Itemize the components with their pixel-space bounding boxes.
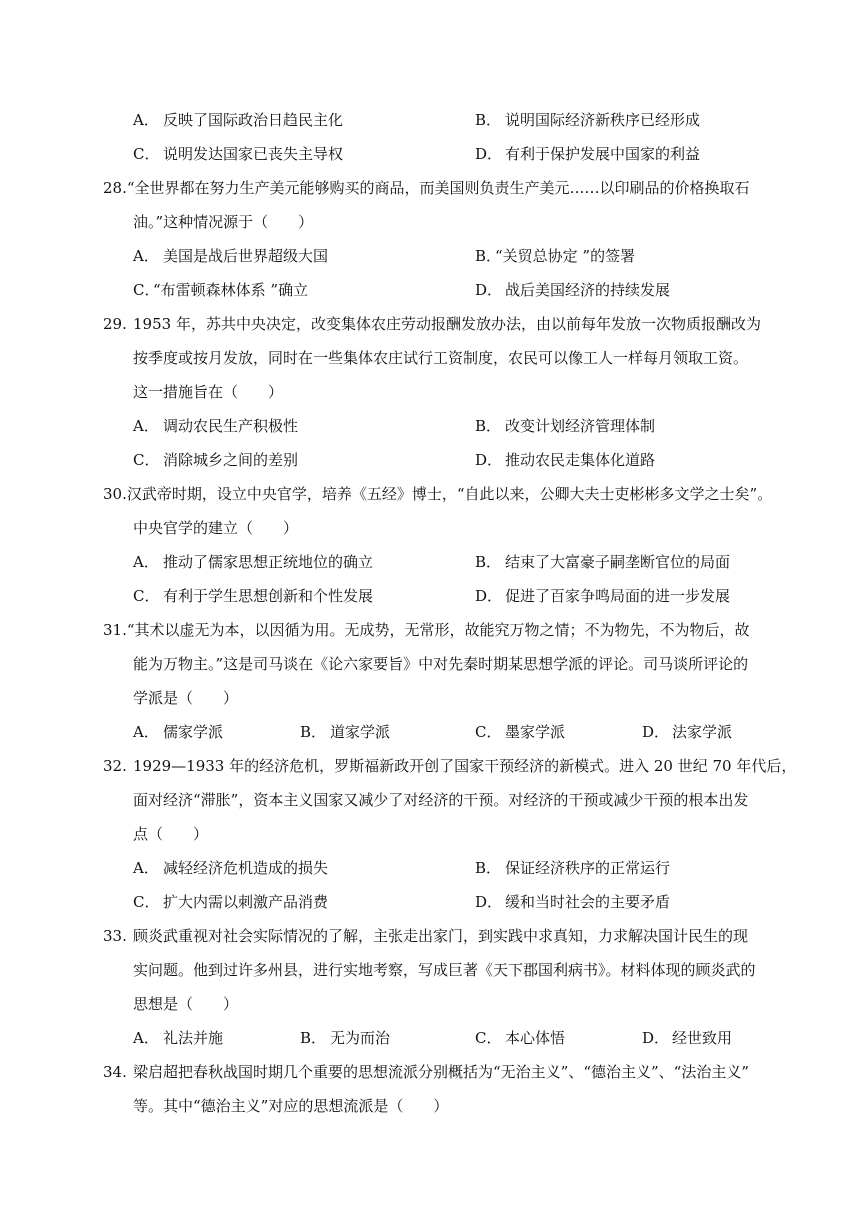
option-text: 改变计划经济管理体制 xyxy=(505,417,656,435)
question-number: 31. xyxy=(103,621,127,639)
question-text: 顾炎武重视对社会实际情况的了解，主张走出家门，到实践中求真知，力求解决国计民生的现 xyxy=(133,927,749,945)
option-text: 减轻经济危机造成的损失 xyxy=(163,859,329,877)
q30-option-b[interactable] xyxy=(475,552,730,572)
q31-option-d[interactable] xyxy=(642,722,732,742)
q33-stem-line-2: 实问题。他到过许多州县，进行实地考察，写成巨著《天下郡国利病书》。材料体现的顾炎武的 xyxy=(133,961,756,979)
q32-stem-line-2: 面对经济“滞胀”，资本主义国家又减少了对经济的干预。对经济的干预或减少干预的根本出发 xyxy=(133,791,749,809)
question-text: 汉武帝时期，设立中央官学，培养《五经》博士，“自此以来，公卿大夫士吏彬彬多文学之士矣”。 xyxy=(126,485,773,503)
option-letter: B． xyxy=(300,723,327,741)
option-text: 促进了百家争鸣局面的进一步发展 xyxy=(505,587,731,605)
q34-stem-line-2: 等。其中“德治主义”对应的思想流派是（ ） xyxy=(133,1097,449,1115)
q28-option-c[interactable] xyxy=(133,280,308,300)
option-text: “关贸总协定 ”的签署 xyxy=(495,247,636,265)
option-text: 儒家学派 xyxy=(163,723,224,741)
question-number: 29. xyxy=(103,315,127,333)
q33-stem-line-3: 思想是（ ） xyxy=(133,995,239,1013)
option-letter: D． xyxy=(475,145,503,163)
q32-stem-line-3: 点（ ） xyxy=(133,825,209,843)
q29-option-b[interactable] xyxy=(475,416,655,436)
q32-option-c[interactable] xyxy=(133,892,328,912)
option-text: 结束了大富豪子嗣垄断官位的局面 xyxy=(505,553,731,571)
option-letter: D． xyxy=(475,451,503,469)
option-text: 有利于保护发展中国家的利益 xyxy=(505,145,701,163)
q29-stem-line-1 xyxy=(103,314,761,334)
q30-stem-line-2: 中央官学的建立（ ） xyxy=(133,519,299,537)
option-letter: B． xyxy=(475,417,502,435)
q31-stem-line-1 xyxy=(103,620,750,640)
option-text: 说明发达国家已丧失主导权 xyxy=(163,145,344,163)
option-text: 美国是战后世界超级大国 xyxy=(163,247,329,265)
q28-stem-line-2: 油。”这种情况源于（ ） xyxy=(133,213,314,231)
q31-option-a[interactable] xyxy=(133,722,223,742)
option-text: 说明国际经济新秩序已经形成 xyxy=(505,111,701,129)
q27-option-a[interactable] xyxy=(133,110,343,130)
option-letter: D． xyxy=(475,587,503,605)
option-letter: D． xyxy=(475,893,503,911)
option-letter: D． xyxy=(475,281,503,299)
option-text: 有利于学生思想创新和个性发展 xyxy=(163,587,374,605)
option-letter: B． xyxy=(475,247,502,265)
q29-stem-line-3: 这一措施旨在（ ） xyxy=(133,383,284,401)
option-text: 缓和当时社会的主要矛盾 xyxy=(505,893,671,911)
q28-option-b[interactable] xyxy=(475,246,635,266)
option-text: 礼法并施 xyxy=(163,1029,224,1047)
q33-option-a[interactable] xyxy=(133,1028,223,1048)
q34-stem-line-1 xyxy=(103,1062,749,1082)
question-text: “全世界都在努力生产美元能够购买的商品，而美国则负责生产美元……以印刷品的价格换取石 xyxy=(126,179,750,197)
question-text: 梁启超把春秋战国时期几个重要的思想流派分别概括为“无治主义”、“德治主义”、“法治主义” xyxy=(133,1063,750,1081)
q32-option-a[interactable] xyxy=(133,858,328,878)
option-text: 推动农民走集体化道路 xyxy=(505,451,656,469)
option-text: 推动了儒家思想正统地位的确立 xyxy=(163,553,374,571)
q33-option-d[interactable] xyxy=(642,1028,732,1048)
q29-option-d[interactable] xyxy=(475,450,655,470)
option-text: 战后美国经济的持续发展 xyxy=(505,281,671,299)
q33-stem-line-1 xyxy=(103,926,748,946)
option-text: 墨家学派 xyxy=(505,723,566,741)
option-letter: A． xyxy=(133,859,159,877)
option-letter: C． xyxy=(133,281,160,299)
q28-stem-line-1 xyxy=(103,178,750,198)
q27-option-b[interactable] xyxy=(475,110,700,130)
option-letter: D． xyxy=(642,1029,670,1047)
question-number: 34. xyxy=(103,1063,127,1081)
q31-option-c[interactable] xyxy=(475,722,565,742)
option-text: 无为而治 xyxy=(330,1029,391,1047)
q31-stem-line-2: 能为万物主。”这是司马谈在《论六家要旨》中对先秦时期某思想学派的评论。司马谈所评论的 xyxy=(133,655,749,673)
q27-option-c[interactable] xyxy=(133,144,343,164)
q29-option-c[interactable] xyxy=(133,450,298,470)
q31-stem-line-3: 学派是（ ） xyxy=(133,689,239,707)
q32-stem-line-1 xyxy=(103,756,796,776)
q29-stem-line-2: 按季度或按月发放，同时在一些集体农庄试行工资制度，农民可以像工人一样每月领取工资。 xyxy=(133,349,749,367)
option-letter: B． xyxy=(475,553,502,571)
question-text: 1929—1933 年的经济危机，罗斯福新政开创了国家干预经济的新模式。进入 20 世纪 70 年代后， xyxy=(133,757,797,775)
option-text: 本心体悟 xyxy=(505,1029,566,1047)
option-text: 扩大内需以刺激产品消费 xyxy=(163,893,329,911)
option-letter: B． xyxy=(300,1029,327,1047)
q30-option-d[interactable] xyxy=(475,586,730,606)
option-text: 经世致用 xyxy=(672,1029,733,1047)
question-text: “其术以虚无为本，以因循为用。无成势，无常形，故能究万物之情；不为物先，不为物后，故 xyxy=(126,621,750,639)
q33-option-b[interactable] xyxy=(300,1028,390,1048)
option-letter: A． xyxy=(133,553,159,571)
option-text: “布雷顿森林体系 ”确立 xyxy=(153,281,309,299)
option-letter: C． xyxy=(475,723,502,741)
q33-option-c[interactable] xyxy=(475,1028,565,1048)
q32-option-b[interactable] xyxy=(475,858,670,878)
option-text: 道家学派 xyxy=(330,723,391,741)
option-text: 法家学派 xyxy=(672,723,733,741)
option-letter: A． xyxy=(133,1029,159,1047)
option-letter: C． xyxy=(133,587,160,605)
option-letter: A． xyxy=(133,111,159,129)
q30-option-c[interactable] xyxy=(133,586,373,606)
option-letter: C． xyxy=(133,451,160,469)
option-letter: A． xyxy=(133,723,159,741)
q27-option-d[interactable] xyxy=(475,144,700,164)
option-letter: B． xyxy=(475,111,502,129)
question-number: 32. xyxy=(103,757,127,775)
option-text: 消除城乡之间的差别 xyxy=(163,451,299,469)
q32-option-d[interactable] xyxy=(475,892,670,912)
option-letter: C． xyxy=(475,1029,502,1047)
option-letter: C． xyxy=(133,893,160,911)
option-letter: B． xyxy=(475,859,502,877)
question-number: 33. xyxy=(103,927,127,945)
option-text: 保证经济秩序的正常运行 xyxy=(505,859,671,877)
option-letter: A． xyxy=(133,417,159,435)
q28-option-a[interactable] xyxy=(133,246,328,266)
option-text: 反映了国际政治日趋民主化 xyxy=(163,111,344,129)
option-letter: D． xyxy=(642,723,670,741)
question-number: 28. xyxy=(103,179,127,197)
q30-stem-line-1 xyxy=(103,484,772,504)
option-text: 调动农民生产积极性 xyxy=(163,417,299,435)
question-text: 1953 年，苏共中央决定，改变集体农庄劳动报酬发放办法，由以前每年发放一次物质报酬改为 xyxy=(133,315,761,333)
q29-option-a[interactable] xyxy=(133,416,298,436)
option-letter: C． xyxy=(133,145,160,163)
q31-option-b[interactable] xyxy=(300,722,390,742)
q28-option-d[interactable] xyxy=(475,280,670,300)
option-letter: A． xyxy=(133,247,159,265)
q30-option-a[interactable] xyxy=(133,552,373,572)
question-number: 30. xyxy=(103,485,127,503)
